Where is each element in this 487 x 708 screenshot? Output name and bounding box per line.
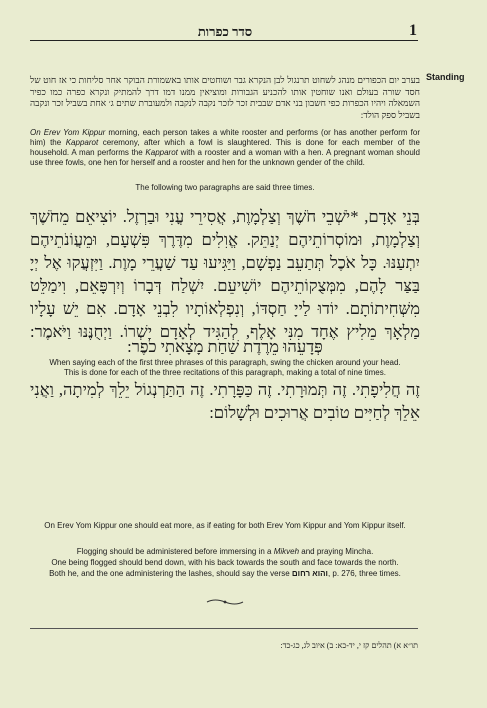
footnote-divider [30, 628, 418, 629]
hebrew-instruction: בערב יום הכפורים מנהג לשחוט תרנגול לבן הנקרא גבר ושוחטים אותו באשמורת הבוקר אחר סליחות כי אז חוט של חסד שורה בעולם ואנו שוחטין אותו להכניע הגבורות ומוציאין ממנו דמו דרך להמתיק ונקרא כפרה כמו כפיר השמאלה ויהיו הכפרות כפי חשבון בני אדם שבבית זכר לזכר נקבה לנקבה ולמעוברת שתים ג׳ אחת בשביל זכר ונקבה בשביל ספק הולד: [30, 75, 420, 120]
page-number: 1 [409, 22, 417, 39]
intro-text-1: morning, each person takes a white rooster and performs (or has another perform for him) the [30, 128, 421, 147]
hebrew-center-line: פְּדָעֵהוּ מֵרֶדֶת שַׁחַת מָצָאתִי כֹפֶר: [127, 337, 323, 356]
intro-italic-1: On Erev Yom Kippur [30, 128, 106, 137]
hebrew-zeh-paragraph: זֶה חֲלִיפָתִי. זֶה תְּמוּרָתִי. זֶה כַּפָּרָתִי. זֶה הַתַּרְנְגוֹל יֵלֵךְ לְמִיתָה, וַאֲנִי אֵלֵךְ לְחַיִּים טוֹבִים אֲרוּכִים וּלְשָׁלוֹם: [30, 380, 420, 422]
flogging-line-3: Both he, and the one administering the lashes, should say the verse והוא רחום, p. 276, three times. [49, 569, 401, 578]
margin-note-standing: Standing [426, 72, 465, 82]
eat-more-note: On Erev Yom Kippur one should eat more, as if eating for both Erev Yom Kippur and Yom Kippur itself. [44, 521, 406, 530]
intro-text-2: ceremony, after which a fowl is slaughtered. This is done for each member of the household. A man performs the [30, 138, 420, 157]
intro-text-3: with a rooster and a woman with a hen. A pregnant woman should use three fowls, one hen for herself and a rooster and hen for the unknown gender of the child. [30, 148, 420, 167]
flogging-line-2: One being flogged should bend down, with his back towards the south and face towards the north. [51, 558, 399, 567]
page-title: סדר כפרות [197, 24, 253, 39]
ornament-icon [205, 598, 245, 606]
intro-italic-2: Kapparot [65, 138, 99, 147]
hebrew-main-paragraph: בְּנֵי אָדָם, *יֹשְׁבֵי חֹשֶׁךְ וְצַלְמָוֶת, אֲסִירֵי עֳנִי וּבַרְזֶל. יוֹצִיאֵם מֵחֹשֶׁךְ וְצַלְמָוֶת, וּמוֹסְרוֹתֵיהֶם יְנַתֵּק. אֱוִלִים מִדֶּרֶךְ פִּשְׁעָם, וּמֵעֲוֹנֹתֵיהֶם יִתְעַנּוּ. כָּל אֹכֶל תְּתַעֵב נַפְשָׁם, וַיַּגִּיעוּ עַד שַׁעֲרֵי מָוֶת. וַיִּזְעֲקוּ אֶל יְיָ בַּצַּר לָהֶם, מִמְּצֻקוֹתֵיהֶם יוֹשִׁיעֵם. יִשְׁלַח דְּבָרוֹ וְיִרְפָּאֵם, וִימַלֵּט מִשְּׁחִיתוֹתָם. יוֹדוּ לַייָ חַסְדּוֹ, וְנִפְלְאוֹתָיו לִבְנֵי אָדָם. אִם יֵשׁ עָלָיו מַלְאָךְ מֵלִיץ אֶחָד מִנִּי אָלֶף, לְהַגִּיד לְאָדָם יָשְׁרוֹ. וַיְחֻנֶּנּוּ וַיֹּאמֶר: [30, 207, 420, 341]
flogging-instructions [30, 546, 420, 579]
paragraphs-note: The following two paragraphs are said three times. [135, 183, 315, 192]
swing-note-1: When saying each of the first three phrases of this paragraph, swing the chicken around your head. [49, 358, 401, 367]
swing-note-2: This is done for each of the three recitations of this paragraph, making a total of nine times. [64, 368, 386, 377]
header-divider [30, 40, 418, 41]
intro-italic-3: Kapparot [145, 148, 178, 157]
footnote: תו״א א) תהלים קז י, יד-כא: ב) איוב לג, כג-כד: [280, 641, 418, 650]
english-intro [30, 128, 420, 168]
flogging-line-1: Flogging should be administered before immersing in a Mikveh and praying Mincha. [76, 547, 374, 556]
